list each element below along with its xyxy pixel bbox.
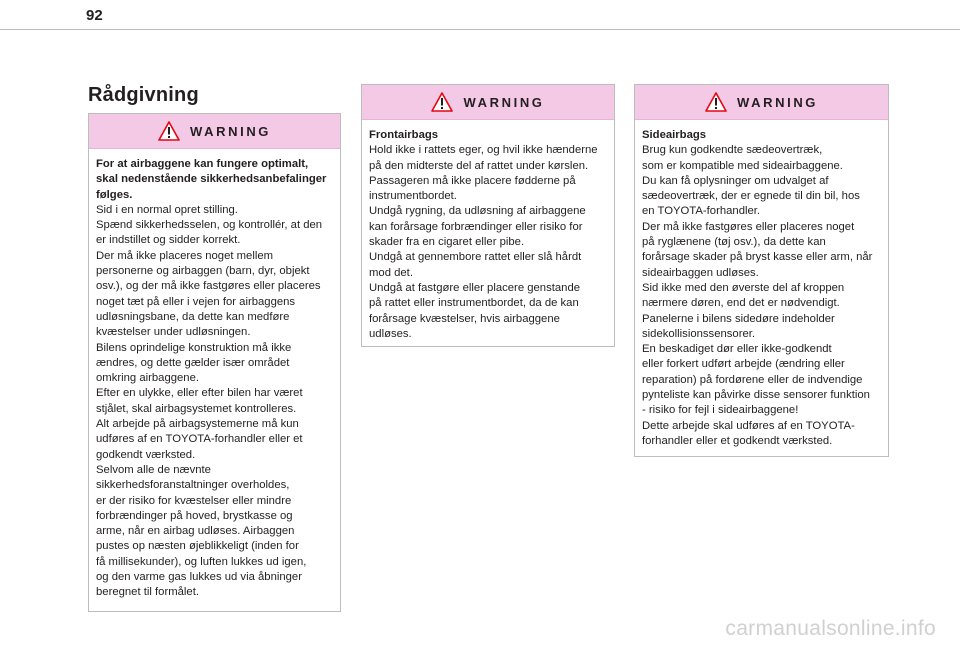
warning-box-airbags-general — [88, 113, 341, 612]
text-line: Undgå rygning, da udløsning af airbaggene — [369, 205, 586, 218]
page-number: 92 — [86, 7, 103, 24]
text-line: Der må ikke placeres noget mellem — [96, 249, 274, 262]
text-line: - risiko for fejl i sideairbaggene! — [642, 404, 799, 417]
text-line: Dette arbejde skal udføres af en TOYOTA- — [642, 419, 855, 432]
text-line: Undgå at gennembore rattet eller slå hårdt — [369, 251, 582, 264]
text-line: Selvom alle de nævnte — [96, 463, 211, 476]
text-line: arme, når en airbag udløses. Airbaggen — [96, 525, 295, 538]
text-line: en TOYOTA-forhandler. — [642, 205, 761, 218]
text-line: En beskadiget dør eller ikke-godkendt — [642, 343, 832, 356]
text-line: følges. — [96, 188, 133, 201]
text-line: sædeovertræk, der er egnede til din bil, hos — [642, 190, 860, 203]
text-line: kan forårsage forbrændinger eller risiko for — [369, 220, 583, 233]
text-line: pynteliste kan påvirke disse sensorer funktion — [642, 389, 870, 402]
text-line: sideairbaggen udløses. — [642, 266, 759, 279]
text-line: mod det. — [369, 266, 413, 279]
watermark: carmanualsonline.info — [725, 617, 936, 640]
text-line: noget tæt på eller i vejen for airbaggens — [96, 295, 296, 308]
text-line: få millisekunder), og luften lukkes ud igen, — [96, 555, 307, 568]
text-line: på rattet eller instrumentbordet, da de kan — [369, 297, 579, 310]
text-line: Hold ikke i rattets eger, og hvil ikke hænderne — [369, 144, 598, 157]
warning-label: WARNING — [463, 94, 545, 110]
text-line: omkring airbaggene. — [96, 372, 199, 385]
text-line: sikkerhedsforanstaltninger overholdes, — [96, 479, 290, 492]
text-line: beregnet til formålet. — [96, 586, 199, 599]
warning-label: WARNING — [736, 94, 819, 110]
text-line: Frontairbags — [369, 129, 439, 141]
warning-body — [635, 120, 888, 455]
text-line: på ryglænene (tøj osv.), da dette kan — [642, 236, 826, 249]
text-line: er indstillet og sidder korrekt. — [96, 234, 241, 247]
text-line: stjålet, skal airbagsystemet kontrolleres. — [96, 402, 297, 415]
text-line: instrumentbordet. — [369, 190, 457, 203]
text-line: osv.), og der må ikke fastgøres eller placeres — [96, 280, 321, 293]
text-line: forårsage kvæstelser, hvis airbaggene — [369, 312, 560, 325]
text-line: udføres af en TOYOTA-forhandler eller et — [96, 433, 303, 446]
text-line: Undgå at fastgøre eller placere genstande — [369, 281, 581, 294]
text-line: nærmere døren, end det er nødvendigt. — [642, 297, 840, 310]
text-line: Panelerne i bilens sidedøre indeholder — [642, 312, 835, 325]
warning-triangle-icon — [431, 92, 453, 112]
warning-body — [362, 120, 614, 348]
text-line: godkendt værksted. — [96, 448, 196, 461]
text-line: Passageren må ikke placere fødderne på — [369, 174, 576, 187]
text-line: Bilens oprindelige konstruktion må ikke — [96, 341, 292, 354]
text-line: Der må ikke fastgøres eller placeres noget — [642, 220, 855, 233]
text-line: Spænd sikkerhedsselen, og kontrollér, at den — [96, 219, 323, 232]
warning-triangle-icon — [705, 92, 727, 112]
warning-triangle-icon — [158, 121, 180, 141]
text-line: Du kan få oplysninger om udvalget af — [642, 174, 829, 187]
text-line: Sideairbags — [642, 129, 707, 141]
text-line: skal nedenstående sikkerhedsanbefalinger — [96, 173, 327, 186]
text-line: eller forkert udført arbejde (ændring eller — [642, 358, 845, 371]
text-line: forårsage skader på bryst kasse eller arm, når — [642, 251, 873, 264]
text-line: udløses. — [369, 327, 412, 340]
text-line: Sid ikke med den øverste del af kroppen — [642, 281, 845, 294]
text-line: pustes op næsten øjeblikkeligt (inden for — [96, 540, 299, 553]
text-line: reparation) på fordørene eller de indvendige — [642, 373, 863, 386]
text-line: For at airbaggene kan fungere optimalt, — [96, 158, 309, 170]
text-line: sidekollisionssensorer. — [642, 327, 756, 340]
warning-header — [89, 114, 340, 149]
text-line: Brug kun godkendte sædeovertræk, — [642, 144, 823, 157]
section-title: Rådgivning — [88, 84, 199, 106]
header-divider — [0, 29, 960, 30]
text-line: kvæstelser under udløsningen. — [96, 326, 251, 339]
warning-box-side-airbags — [634, 84, 889, 457]
warning-body — [89, 149, 340, 607]
text-line: er der risiko for kvæstelser eller mindre — [96, 494, 292, 507]
text-line: på den midterste del af rattet under kørslen. — [369, 159, 589, 172]
text-line: Efter en ulykke, eller efter bilen har været — [96, 387, 303, 400]
text-line: Alt arbejde på airbagsystemerne må kun — [96, 418, 299, 431]
text-line: skader fra en cigaret eller pibe. — [369, 236, 525, 249]
warning-header — [362, 85, 614, 120]
warning-box-front-airbags — [361, 84, 615, 347]
text-line: ændres, og dette gælder især området — [96, 356, 290, 369]
text-line: som er kompatible med sideairbaggene. — [642, 159, 843, 172]
warning-header — [635, 85, 888, 120]
text-line: forhandler eller et godkendt værksted. — [642, 434, 833, 447]
text-line: og den varme gas lukkes ud via åbninger — [96, 571, 302, 584]
text-line: udløsningsbane, da dette kan medføre — [96, 310, 290, 323]
text-line: forbrændinger på hoved, brystkasse og — [96, 509, 293, 522]
warning-label: WARNING — [189, 123, 272, 139]
text-line: personerne og airbaggen (barn, dyr, objekt — [96, 265, 310, 278]
text-line: Sid i en normal opret stilling. — [96, 203, 238, 216]
